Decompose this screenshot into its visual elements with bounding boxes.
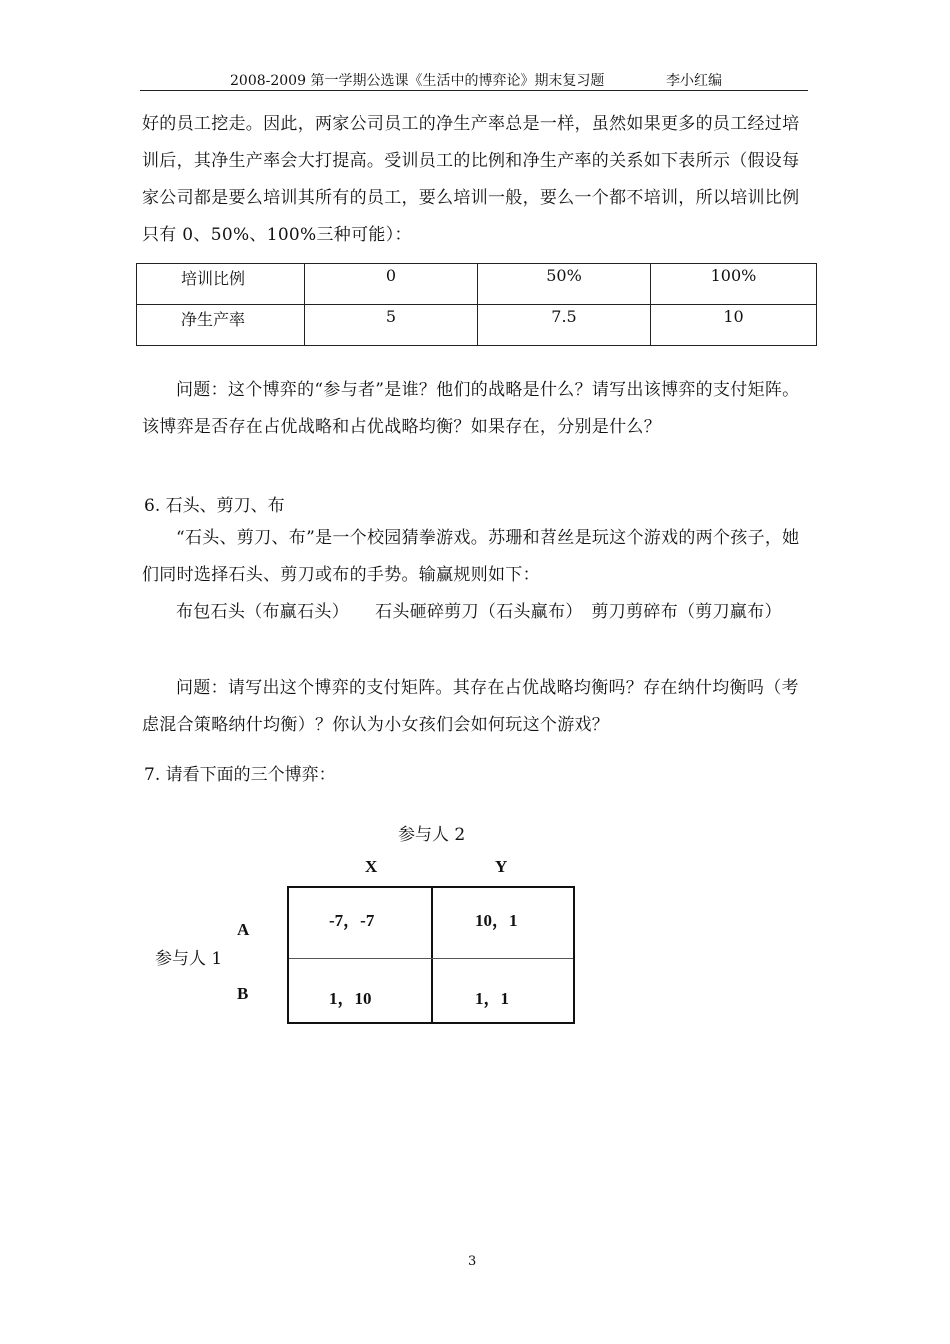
- training-ratio-table: [136, 263, 817, 346]
- payoff-cell: 10，1: [475, 911, 518, 930]
- matrix-divider: [289, 958, 573, 959]
- column-label-y: Y: [495, 857, 508, 876]
- intro-paragraph: 好的员工挖走。因此，两家公司员工的净生产率总是一样，虽然如果更多的员工经过培训后，其净生产率会大打提高。受训员工的比例和净生产率的关系如下表所示（假设每家公司都是要么培训其所有的员工，要么培训一般，要么一个都不培训，所以培训比例只有 0、50%、100%三种可能）：: [142, 114, 800, 245]
- table-cell: 10: [651, 305, 817, 346]
- section-6-rules: 布包石头（布赢石头） 石头砸碎剪刀（石头赢布） 剪刀剪碎布（剪刀赢布）: [176, 602, 782, 622]
- payoff-cell: -7，-7: [329, 911, 375, 930]
- page-header: [140, 70, 808, 91]
- section-7-title: 7. 请看下面的三个博弈：: [144, 765, 336, 785]
- table-cell: 0: [305, 264, 478, 305]
- row-label-a: A: [237, 920, 250, 939]
- table-cell: 净生产率: [137, 305, 305, 346]
- header-course-title: 2008-2009 第一学期公选课《生活中的博弈论》期末复习题: [230, 73, 605, 89]
- payoff-cell: 1，10: [329, 989, 372, 1008]
- section-6-intro: “石头、剪刀、布”是一个校园猜拳游戏。苏珊和苕丝是玩这个游戏的两个孩子，她们同时选择石头、剪刀或布的手势。输赢规则如下：: [142, 528, 800, 585]
- table-cell: 100%: [651, 264, 817, 305]
- row-label-b: B: [237, 984, 249, 1003]
- player-2-label: 参与人 2: [398, 825, 466, 845]
- player-1-label: 参与人 1: [155, 949, 223, 969]
- matrix-divider: [431, 888, 433, 1022]
- table-cell: 培训比例: [137, 264, 305, 305]
- table-cell: 50%: [478, 264, 651, 305]
- header-author: 李小红编: [666, 73, 722, 89]
- question-5: 问题：这个博弈的“参与者”是谁？他们的战略是什么？请写出该博弈的支付矩阵。该博弈是否存在占优战略和占优战略均衡？如果存在，分别是什么？: [142, 380, 800, 437]
- table-row: [137, 305, 817, 346]
- column-label-x: X: [365, 857, 378, 876]
- table-cell: 7.5: [478, 305, 651, 346]
- payoff-matrix: [287, 886, 575, 1024]
- table-row: [137, 264, 817, 305]
- page-number: 3: [468, 1254, 477, 1269]
- section-6-question: 问题：请写出这个博弈的支付矩阵。其存在占优战略均衡吗？存在纳什均衡吗（考虑混合策略纳什均衡）？你认为小女孩们会如何玩这个游戏？: [142, 678, 799, 735]
- section-6-title: 6. 石头、剪刀、布: [144, 496, 285, 516]
- table-cell: 5: [305, 305, 478, 346]
- payoff-cell: 1，1: [475, 989, 509, 1008]
